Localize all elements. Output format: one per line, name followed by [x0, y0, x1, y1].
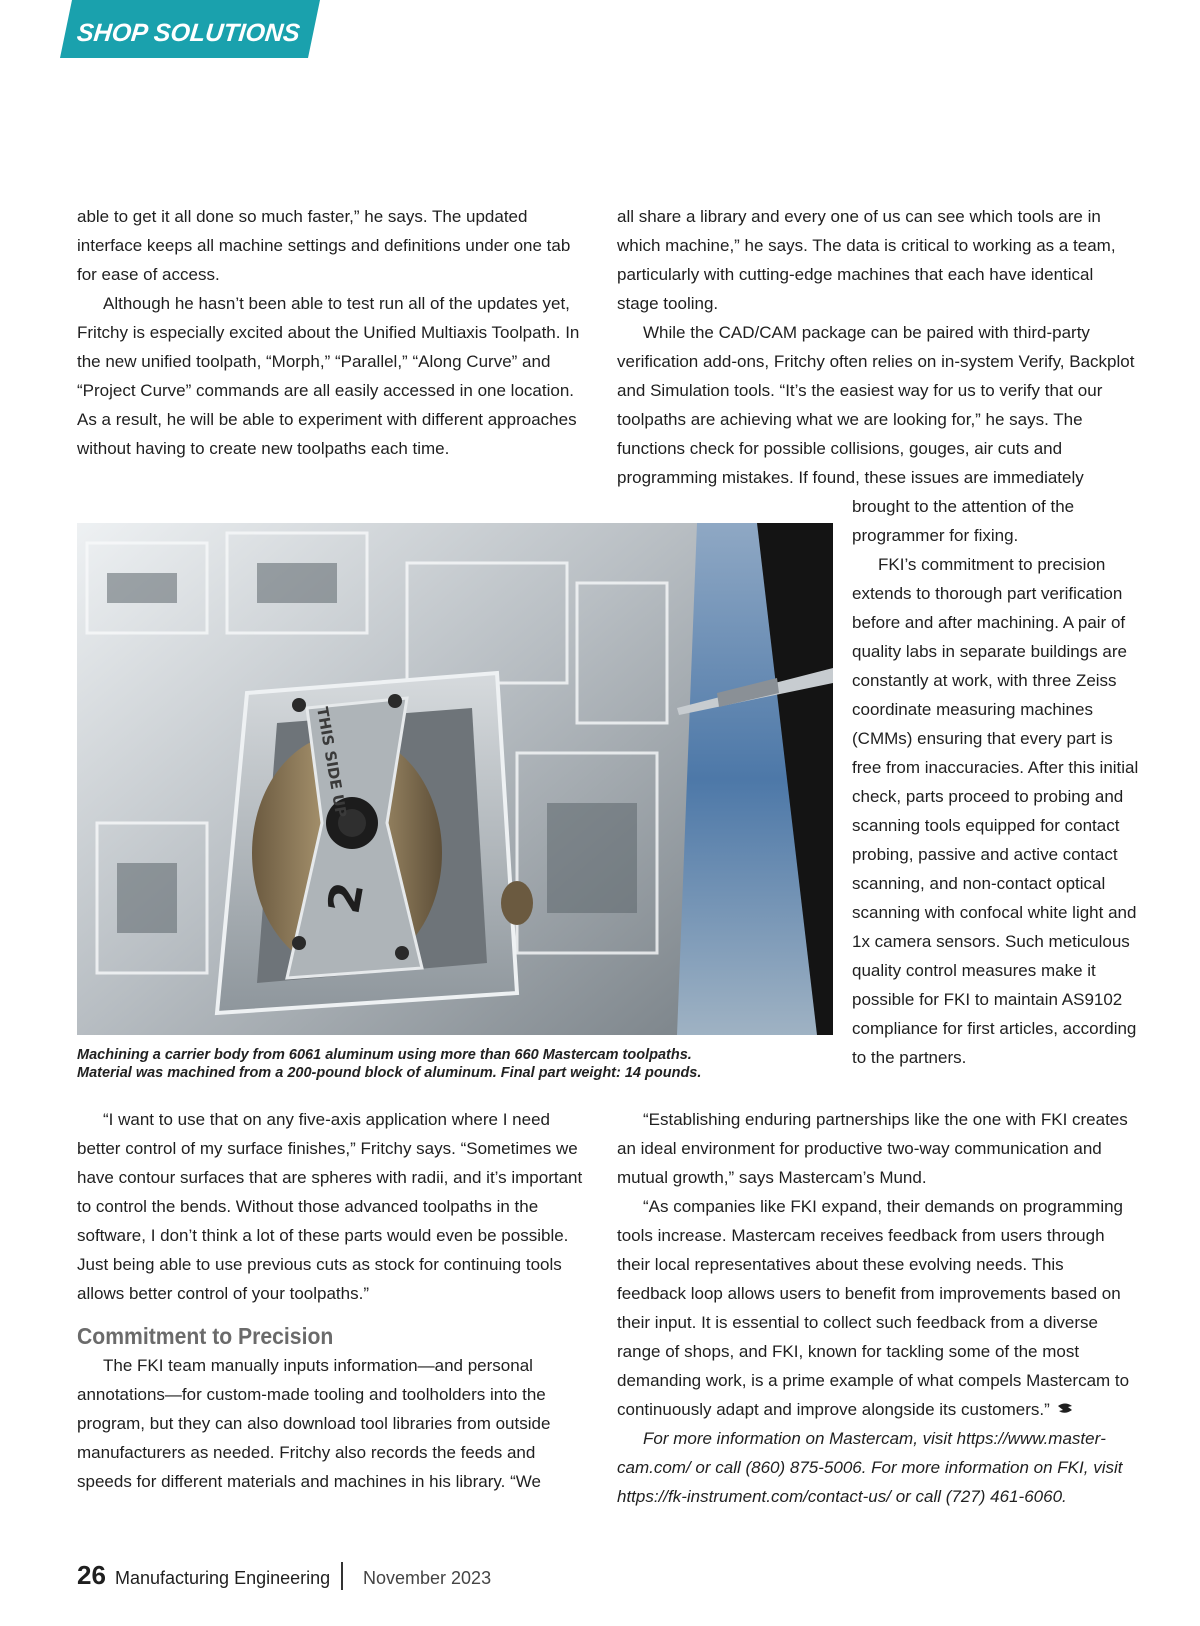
- part-number: 2: [318, 878, 375, 918]
- caption-line: Material was machined from a 200-pound block of aluminum. Final part weight: 14 pounds.: [77, 1065, 702, 1081]
- paragraph-with-endmark: [617, 1192, 1137, 1424]
- issue-date: November 2023: [363, 1568, 492, 1588]
- right-column-wrap: [852, 492, 1142, 1072]
- paragraph: all share a library and every one of us can see which tools are in which machine,” he says. The data is critical to working as a team, particularly with cutting-edge machines that each have identical stage tooling.: [617, 207, 1116, 313]
- left-column-bottom: [77, 1105, 587, 1496]
- caption-line: Machining a carrier body from 6061 aluminum using more than 660 Mastercam toolpaths.: [77, 1047, 692, 1063]
- paragraph: While the CAD/CAM package can be paired with third-party verification add-ons, Fritchy often relies on in-system Verify, Backplot and Simulation tools. “It’s the easiest way for us to verify that our toolpaths are achieving what we are looking for,” he says. The functions check for possible collisions, gouges, air cuts and programming mistakes. If found, these issues are immediately: [617, 323, 1135, 487]
- paragraph: Although he hasn’t been able to test run all of the updates yet, Fritchy is especially excited about the Unified Multiaxis Toolpath. In the new unified toolpath, “Morph,” “Parallel,” “Along Curve” and “Project Curve” commands are all easily accessed in one location. As a result, he will be able to experiment with different approaches without having to create new toolpaths each time.: [77, 294, 580, 458]
- paragraph: For more information on Mastercam, visit https://www.mastercam.com/ or call (860) 875-5006. For more information on FKI, visit https://fk-instrument.com/contact-us/ or call (727) 461-6060.: [617, 1429, 1123, 1506]
- paragraph: The FKI team manually inputs information—and personal annotations—for custom-made tooling and toolholders into the program, but they can also download tool libraries from outside manufacturers as needed. Fritchy also records the feeds and speeds for different materials and machines in his library. “We: [77, 1356, 551, 1491]
- part-label: THIS SIDE UP: [313, 705, 351, 819]
- paragraph: “I want to use that on any five-axis application where I need better control of my surface finishes,” Fritchy says. “Sometimes we have contour surfaces that are spheres with radii, and it’s important to control the bends. Without those advanced toolpaths in the software, I don’t think a lot of these parts would even be possible. Just being able to use previous cuts as stock for continuing tools allows better control of your toolpaths.”: [77, 1110, 583, 1303]
- page-number: 26: [77, 1560, 106, 1590]
- paragraph: brought to the attention of the programmer for fixing.: [852, 497, 1075, 545]
- paragraph-text: “As companies like FKI expand, their demands on programming tools increase. Mastercam receives feedback from users through their local representatives about these evolving needs. This feedback loop allows users to benefit from improvements based on their input. It is essential to collect such feedback from a diverse range of shops, and FKI, known for tackling some of the most demanding work, is a prime example of what compels Mastercam to continuously adapt and improve alongside its customers.”: [617, 1197, 1130, 1419]
- section-heading: Commitment to Precision: [77, 1323, 334, 1349]
- right-column-bottom: [617, 1105, 1137, 1511]
- footer-divider: [341, 1562, 343, 1590]
- section-banner-label: SHOP SOLUTIONS: [75, 19, 302, 47]
- left-column-top: [77, 202, 587, 463]
- photo-caption: [77, 1046, 817, 1082]
- article-photo: [77, 523, 833, 1035]
- paragraph: able to get it all done so much faster,” he says. The updated interface keeps all machine settings and definitions under one tab for ease of access.: [77, 207, 571, 284]
- end-mark-icon: [1056, 1402, 1076, 1416]
- paragraph: FKI’s commitment to precision extends to thorough part verification before and after machining. A pair of quality labs in separate buildings are constantly at work, with three Zeiss coordinate measuring machines (CMMs) ensuring that every part is free from inaccuracies. After this initial check, parts proceed to probing and scanning tools equipped for contact probing, passive and active contact scanning, and non-contact optical scanning with confocal white light and 1x camera sensors. Such meticulous quality control measures make it possible for FKI to maintain AS9102 compliance for first articles, according to the partners.: [852, 555, 1139, 1067]
- right-column-top: [617, 202, 1137, 492]
- publication-name: Manufacturing Engineering: [115, 1568, 331, 1588]
- paragraph: “Establishing enduring partnerships like the one with FKI creates an ideal environment for productive two-way communication and mutual growth,” says Mastercam’s Mund.: [617, 1110, 1128, 1187]
